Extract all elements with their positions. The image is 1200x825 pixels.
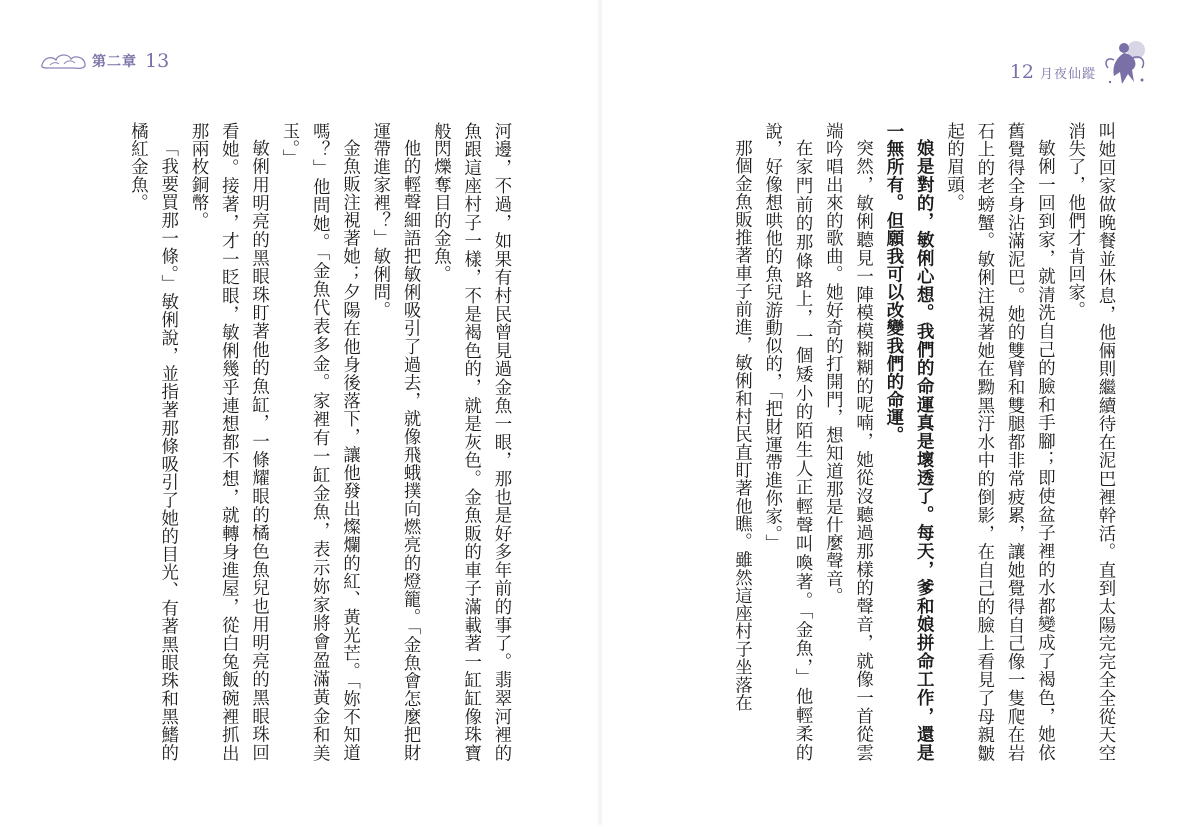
- cloud-ornament-icon: [40, 50, 88, 72]
- right-paragraph-4: 突然，敏俐聽見一陣模模糊糊的呢喃，她從沒聽過那樣的聲音，就像一首從雲端吟唱出來的歌曲。她好奇的打開門，想知道那是什麼聲音。: [822, 122, 873, 762]
- book-gutter: [597, 0, 603, 825]
- left-paragraph-4: 敏俐用明亮的黑眼珠盯著他的魚缸，一條耀眼的橘色魚兒也用明亮的黑眼珠回看她。接著，才一眨眼，敏俐幾乎連想都不想，就轉身進屋，從白兔飯碗裡抓出那兩枚銅幣。: [188, 122, 269, 762]
- left-paragraph-1: 河邊，不過，如果有村民曾見過金魚一眼，那也是好多年前的事了。翡翠河裡的魚跟這座村子一樣，不是褐色的，就是灰色。金魚販的車子滿載著一缸缸像珠寶般閃爍奪目的金魚。: [430, 122, 511, 762]
- right-paragraph-thoughts: 娘是對的，敏俐心想。我們的命運真是壞透了。每天，爹和娘拼命工作，還是一無所有。但願我可以改變我們的命運。: [882, 122, 934, 762]
- left-page-body: [86, 122, 516, 762]
- moon-fairy-icon: [1102, 36, 1150, 94]
- left-page-header: [40, 50, 169, 72]
- right-page-header: [1010, 50, 1150, 94]
- chapter-label: 第二章: [92, 54, 137, 70]
- page-number-left: 13: [145, 50, 170, 72]
- right-paragraph-6: 那個金魚販推著車子前進，敏俐和村民直盯著他瞧。雖然這座村子坐落在: [731, 139, 752, 713]
- right-paragraph-1: 叫她回家做晚餐並休息，他倆則繼續待在泥巴裡幹活。直到太陽完完全全從天空消失了，他們才肯回家。: [1064, 122, 1115, 762]
- right-paragraph-2: 敏俐一回到家，就清洗自己的臉和手腳；即使盆子裡的水都變成了褐色，她依舊覺得全身沾滿泥巴。她的雙臂和雙腿都非常疲累，讓她覺得自己像一隻爬在岩石上的老螃蟹。敏俐注視著她在黝黑汙水中的倒影，在自己的臉上看見了母親皺起的眉頭。: [943, 122, 1055, 762]
- left-paragraph-5: 「我要買那一條。」敏俐說，並指著那條吸引了她的目光、有著黑眼珠和黑鰭的橘紅金魚。: [127, 122, 178, 762]
- page-number-right: 12: [1009, 61, 1034, 83]
- book-title: 月夜仙蹤: [1039, 66, 1096, 82]
- left-paragraph-3: 金魚販注視著她；夕陽在他身後落下，讓他發出燦爛的紅、黃光芒。「妳不知道嗎？」他問她。「金魚代表多金。家裡有一缸金魚，表示妳家將會盈滿黃金和美玉。」: [278, 122, 360, 762]
- right-page-body: [690, 122, 1120, 762]
- left-paragraph-2: 他的輕聲細語把敏俐吸引了過去，就像飛蛾撲向燃亮的燈籠。「金魚會怎麼把財運帶進家裡？」敏俐問。: [369, 122, 421, 762]
- right-paragraph-5: 在家門前的那條路上，一個矮小的陌生人正輕聲叫喚著。「金魚，」他輕柔的說，好像想哄他的魚兒游動似的，「把財運帶進你家。」: [761, 122, 813, 762]
